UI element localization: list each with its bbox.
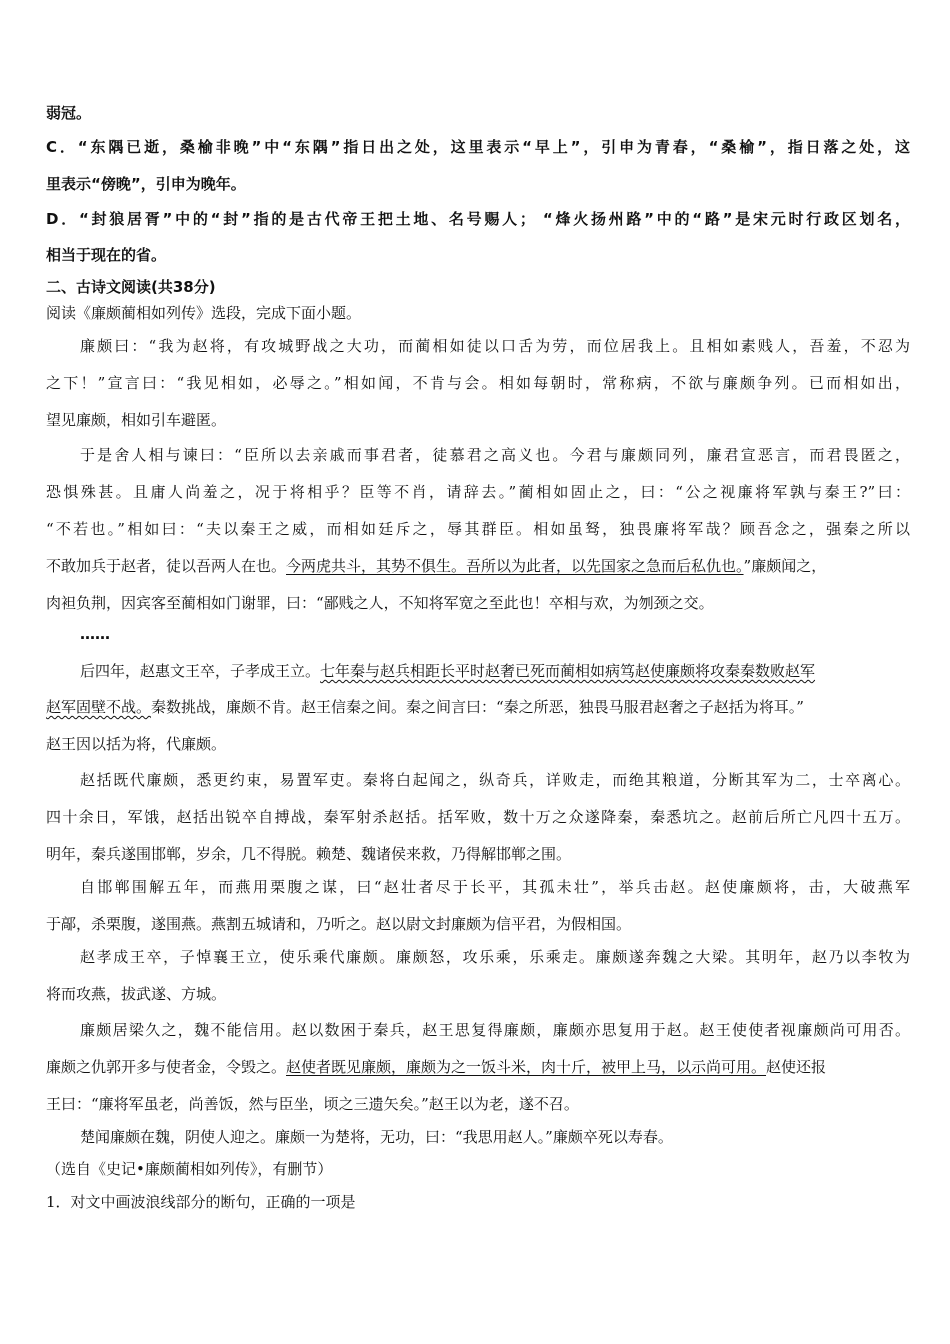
question-1: 1．对文中画波浪线部分的断句，正确的一项是	[46, 1193, 356, 1211]
passage-p7-line3: 王曰：“廉将军虽老，尚善饭，然与臣坐，顷之三遗矢矣。”赵王以为老，遂不召。	[46, 1095, 579, 1113]
option-b-tail: 弱冠。	[46, 104, 92, 122]
option-d-line2: 相当于现在的省。	[46, 246, 167, 264]
passage-p2-line5: 肉袒负荆，因宾客至蔺相如门谢罪，曰：“鄙贱之人，不知将军宽之至此也！卒相与欢，为刎颈之交。	[46, 594, 714, 612]
passage-p3-line1	[80, 660, 815, 681]
passage-p7-line2-tail: 赵使还报	[766, 1058, 827, 1076]
option-d-line1: D．“封狼居胥”中的“封”指的是古代帝王把土地、名号赐人； “烽火扬州路”中的“路”是宋元时行政区划名，	[46, 210, 910, 228]
passage-p1-line3: 望见廉颇，相如引车避匿。	[46, 411, 227, 429]
passage-p8-line1: 楚闻廉颇在魏，阴使人迎之。廉颇一为楚将，无功，曰：“我思用赵人。”廉颇卒死以寿春。	[80, 1128, 673, 1146]
passage-p7-line2-text: 廉颇之仇郭开多与使者金，令毁之。	[46, 1058, 287, 1076]
passage-p2-line4-tail: ”廉颇闻之，	[743, 557, 827, 575]
passage-p4-line2: 四十余日，军饿，赵括出锐卒自搏战，秦军射杀赵括。括军败，数十万之众遂降秦，秦悉坑之。赵前后所亡凡四十五万。	[46, 808, 910, 826]
passage-p6-line2: 将而攻燕，拔武遂、方城。	[46, 985, 227, 1003]
source-citation: （选自《史记•廉颇蔺相如列传》，有删节）	[46, 1160, 333, 1178]
passage-p2-line4	[46, 555, 826, 576]
passage-p3-line1-text: 后四年，赵惠文王卒，子孝成王立。	[80, 662, 321, 680]
option-c-line2: 里表示“傍晚”，引申为晚年。	[46, 175, 246, 193]
ellipsis: ……	[80, 625, 110, 643]
passage-p5-line2: 于鄗，杀栗腹，遂围燕。燕割五城请和，乃听之。赵以尉文封廉颇为信平君，为假相国。	[46, 915, 632, 933]
passage-p4-line1: 赵括既代廉颇，悉更约束，易置军吏。秦将白起闻之，纵奇兵，详败走，而绝其粮道，分断其军为二，士卒离心。	[80, 771, 910, 789]
passage-p2-line1: 于是舍人相与谏曰：“臣所以去亲戚而事君者，徒慕君之高义也。今君与廉颇同列，廉君宣恶言，而君畏匿之，	[80, 446, 910, 464]
underlined-sentence-2: 赵使者既见廉颇，廉颇为之一饭斗米，肉十斤，被甲上马，以示尚可用。	[286, 1058, 767, 1076]
passage-p3-line2-text: 秦数挑战，廉颇不肯。赵王信秦之间。秦之间言曰：“秦之所恶，独畏马服君赵奢之子赵括为将耳。”	[151, 698, 804, 716]
option-c-line1: C．“东隅已逝，桑榆非晚”中“东隅”指日出之处，这里表示“早上”，引申为青春，“桑榆”，指日落之处，这	[46, 138, 910, 156]
passage-p7-line1: 廉颇居梁久之，魏不能信用。赵以数困于秦兵，赵王思复得廉颇，廉颇亦思复用于赵。赵王使使者视廉颇尚可用否。	[80, 1021, 910, 1039]
section-instruction: 阅读《廉颇蔺相如列传》选段，完成下面小题。	[46, 304, 362, 322]
wavy-underlined-sentence-cont: 赵军固壁不战。	[46, 698, 152, 716]
passage-p4-line3: 明年，秦兵遂围邯郸，岁余，几不得脱。赖楚、魏诸侯来救，乃得解邯郸之围。	[46, 845, 572, 863]
passage-p1-line1: 廉颇曰：“我为赵将，有攻城野战之大功，而蔺相如徒以口舌为劳，而位居我上。且相如素贱人，吾羞，不忍为	[80, 337, 910, 355]
wavy-underlined-sentence: 七年秦与赵兵相距长平时赵奢已死而蔺相如病笃赵使廉颇将攻秦秦数败赵军	[320, 662, 816, 680]
passage-p3-line3: 赵王因以括为将，代廉颇。	[46, 735, 227, 753]
underlined-sentence-1: 今两虎共斗，其势不俱生。吾所以为此者，以先国家之急而后私仇也。	[286, 557, 744, 575]
section-heading: 二、古诗文阅读(共38分)	[46, 278, 216, 296]
passage-p2-line4-text: 不敢加兵于赵者，徒以吾两人在也。	[46, 557, 287, 575]
passage-p2-line2: 恐惧殊甚。且庸人尚羞之，况于将相乎？臣等不肖，请辞去。”蔺相如固止之，曰：“公之视廉将军孰与秦王?”曰：	[46, 483, 910, 501]
passage-p1-line2: 之下！”宣言曰：“我见相如，必辱之。”相如闻，不肯与会。相如每朝时，常称病，不欲与廉颇争列。已而相如出，	[46, 374, 910, 392]
passage-p2-line3: “不若也。”相如曰：“夫以秦王之威，而相如廷斥之，辱其群臣。相如虽驽，独畏廉将军哉？顾吾念之，强秦之所以	[46, 520, 910, 538]
passage-p7-line2	[46, 1056, 826, 1077]
passage-p5-line1: 自邯郸围解五年，而燕用栗腹之谋，曰“赵壮者尽于长平，其孤未壮”，举兵击赵。赵使廉颇将，击，大破燕军	[80, 878, 910, 896]
passage-p3-line2	[46, 696, 804, 717]
passage-p6-line1: 赵孝成王卒，子悼襄王立，使乐乘代廉颇。廉颇怒，攻乐乘，乐乘走。廉颇遂奔魏之大梁。其明年，赵乃以李牧为	[80, 948, 910, 966]
